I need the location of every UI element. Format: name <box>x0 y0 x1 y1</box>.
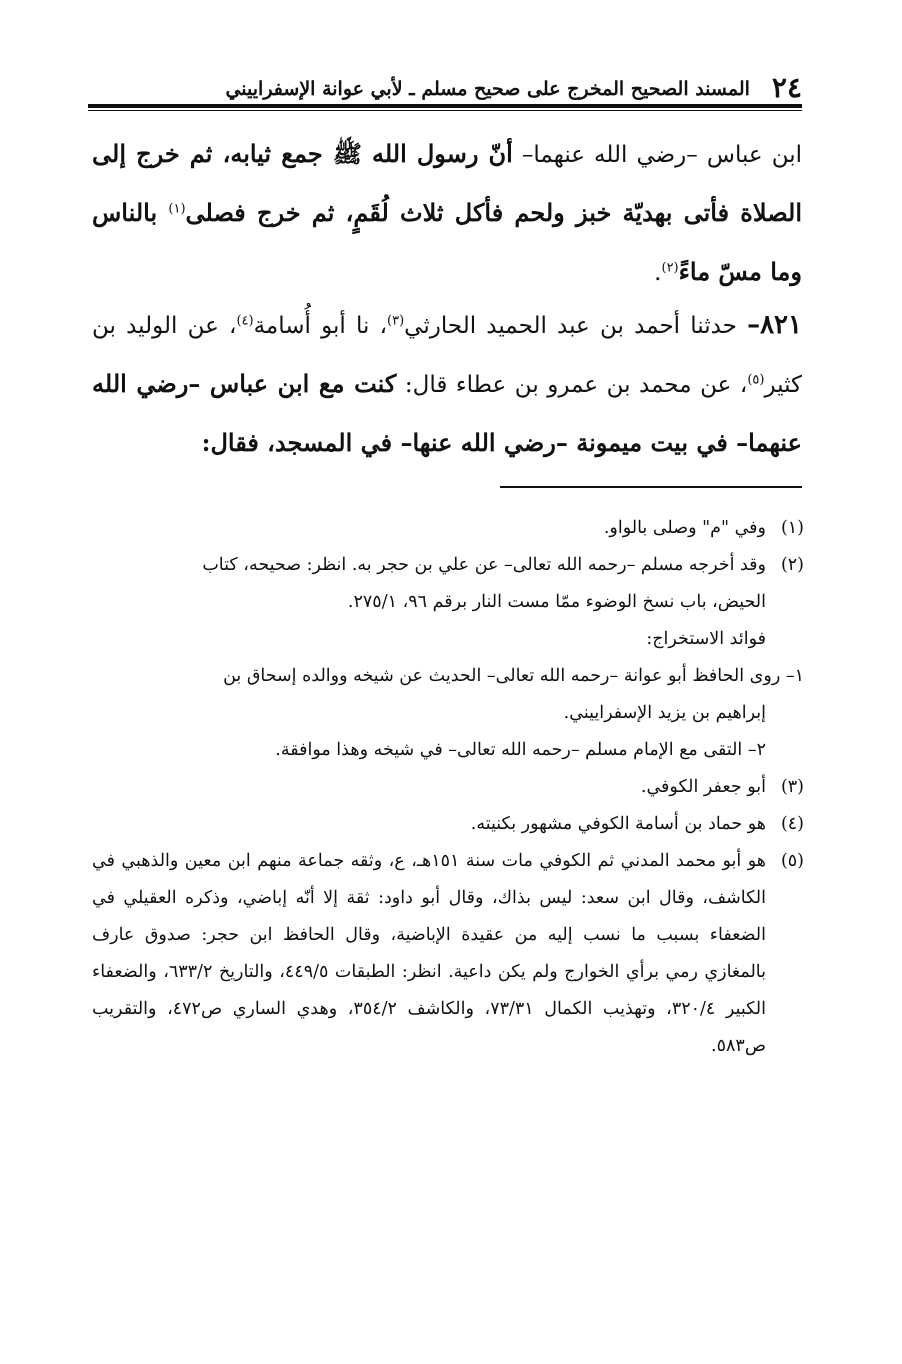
footnote-4 <box>92 806 804 843</box>
running-title: المسند الصحيح المخرج على صحيح مسلم ـ لأبي عوانة الإسفراييني <box>225 78 750 100</box>
footnote-marker: (٢) <box>780 555 804 575</box>
footnote-text: وفي "م" وصلى بالواو. <box>603 518 766 538</box>
footnote-ref[interactable]: (٣) <box>387 313 405 329</box>
footnote-ref[interactable]: (٢) <box>661 260 679 276</box>
footnote-text: هو أبو محمد المدني ثم الكوفي مات سنة ١٥١هـ، ع، وثقه جماعة منهم ابن معين والذهبي في الكاشف، وقال ابن سعد: ليس بذاك، وقال أبو داود: ثقة إلا أنّه إباضي، وذكره العقيلي في الضعفاء بسبب ما نسب إليه من عقيدة الإباضية، وقال الحافظ ابن حجر: صدوق عارف بالمغازي رمي برأي الخوارج ولم يكن داعية. انظر: الطبقات ٤٤٩/٥، والتاريخ ٦٣٣/٢، والضعفاء الكبير ٣٢٠/٤، وتهذيب الكمال ٧٣/٣١، والكاشف ٣٥٤/٢، وهدي الساري ص٤٧٢، والتقريب ص٥٨٣. <box>92 851 766 1056</box>
footnote-ref[interactable]: (١) <box>168 201 186 217</box>
footnote-marker: (٥) <box>780 851 804 871</box>
footnote-continuation: الحيض، باب نسخ الوضوء ممّا مست النار برقم ٩٦، ٢٧٥/١. <box>347 592 766 612</box>
footnote-3 <box>92 769 804 806</box>
footnotes <box>92 510 804 1065</box>
bold-text: أنّ رسول الله ﷺ جمع ثيابه، ثم خرج إلى الصلاة فأتى بهديّة خبز ولحم فأكل ثلاث لُقَمٍ، ثم خرج فصلى <box>92 139 802 227</box>
footnote-5 <box>92 843 804 1065</box>
footnote-marker: (٤) <box>780 814 804 834</box>
text: . <box>654 260 662 286</box>
bold-text: كنت مع ابن عباس –رضي الله عنهما– في بيت ميمونة –رضي الله عنها– في المسجد، فقال: <box>92 369 802 457</box>
text: ، عن الوليد بن كثير <box>92 313 802 398</box>
page-header <box>90 62 802 102</box>
footnote-text: هو حماد بن أسامة الكوفي مشهور بكنيته. <box>470 814 766 834</box>
header-rule <box>88 104 802 108</box>
benefits-title: فوائد الاستخراج: <box>646 629 766 649</box>
header-rule-thin <box>88 110 802 111</box>
footnote-2 <box>92 547 804 584</box>
bold-text: بالناس وما مسّ ماءً <box>92 198 802 286</box>
text: حدثنا أحمد بن عبد الحميد الحارثي <box>404 313 748 339</box>
footnote-text: أبو جعفر الكوفي. <box>640 777 766 797</box>
footnote-ref[interactable]: (٤) <box>236 313 254 329</box>
footnote-marker: (٣) <box>780 777 804 797</box>
benefit-item: ١– روى الحافظ أبو عوانة –رحمه الله تعالى– الحديث عن شيخه ووالده إسحاق بن <box>223 666 804 686</box>
footnote-ref[interactable]: (٥) <box>747 372 765 388</box>
footnote-text: وقد أخرجه مسلم –رحمه الله تعالى– عن علي بن حجر به. انظر: صحيحه، كتاب <box>202 555 766 575</box>
benefit-item: ٢– التقى مع الإمام مسلم –رحمه الله تعالى– في شيخه وهذا موافقة. <box>275 740 766 760</box>
text: ، نا أبو أُسامة <box>253 313 388 339</box>
benefit-item-continuation: إبراهيم بن يزيد الإسفراييني. <box>563 703 766 723</box>
footnote-marker: (١) <box>780 518 804 538</box>
text: ابن عباس –رضي الله عنهما– <box>512 142 802 168</box>
page-number: ٢٤ <box>771 71 802 104</box>
text: ، عن محمد بن عمرو بن عطاء قال: <box>396 372 748 398</box>
footnote-1 <box>92 510 804 547</box>
footnote-separator <box>500 486 802 488</box>
hadith-paragraph <box>92 297 802 473</box>
hadith-number: ٨٢١– <box>747 310 802 340</box>
paragraph-continuation <box>92 125 802 302</box>
